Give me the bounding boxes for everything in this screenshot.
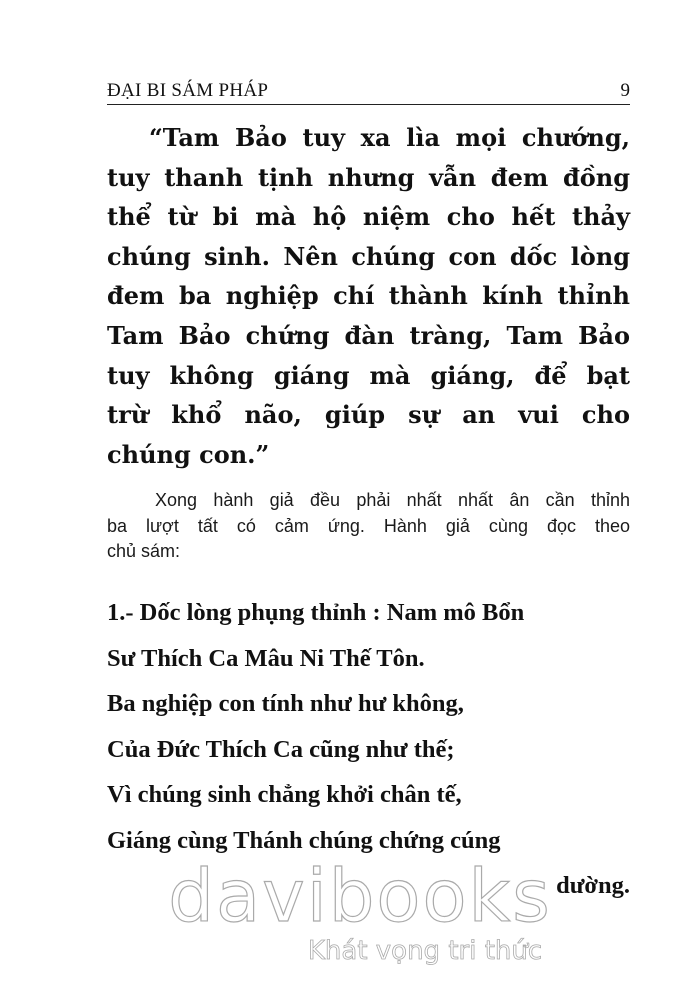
verse-line: Sư Thích Ca Mâu Ni Thế Tôn. [107,644,425,672]
note-line: ba lượt tất có cảm ứng. Hành giả cùng đọc theo [107,515,630,536]
quote-line: đem ba nghiệp chí thành kính thỉnh [107,281,630,311]
verse-line: 1.- Dốc lòng phụng thỉnh : Nam mô Bổn [107,599,525,626]
verse-line: dường. [556,872,630,899]
verse-line: Của Đức Thích Ca cũng như thế; [107,735,455,763]
verse-line: Giáng cùng Thánh chúng chứng cúng [107,826,501,854]
quote-line: trừ khổ não, giúp sự an vui cho [107,400,630,430]
quote-line: “Tam Bảo tuy xa lìa mọi chướng, [149,123,630,152]
watermark-slogan: Khát vọng tri thức [307,936,543,966]
verse-line: Vì chúng sinh chẳng khởi chân tế, [107,781,462,808]
quote-line: thể từ bi mà hộ niệm cho hết thảy [107,202,630,232]
quote-line: chúng con.” [107,439,270,469]
note-line: Xong hành giả đều phải nhất nhất ân cần thỉnh [155,490,630,510]
watermark-brand: davibooks [168,854,552,938]
running-header-title: ĐẠI BI SÁM PHÁP [107,80,269,101]
note-line: chủ sám: [107,541,181,561]
publisher-watermark [0,856,700,968]
quote-line: Tam Bảo chứng đàn tràng, Tam Bảo [107,320,630,350]
instruction-note [107,488,630,565]
quote-line: tuy thanh tịnh nhưng vẫn đem đồng [107,162,630,192]
invocation-quote [107,118,630,474]
verse-line: Ba nghiệp con tính như hư không, [107,690,464,717]
quote-line: chúng sinh. Nên chúng con dốc lòng [107,241,630,271]
page-number: 9 [620,80,630,101]
quote-line: tuy không giáng mà giáng, để bạt [107,360,630,390]
running-header [107,74,630,105]
